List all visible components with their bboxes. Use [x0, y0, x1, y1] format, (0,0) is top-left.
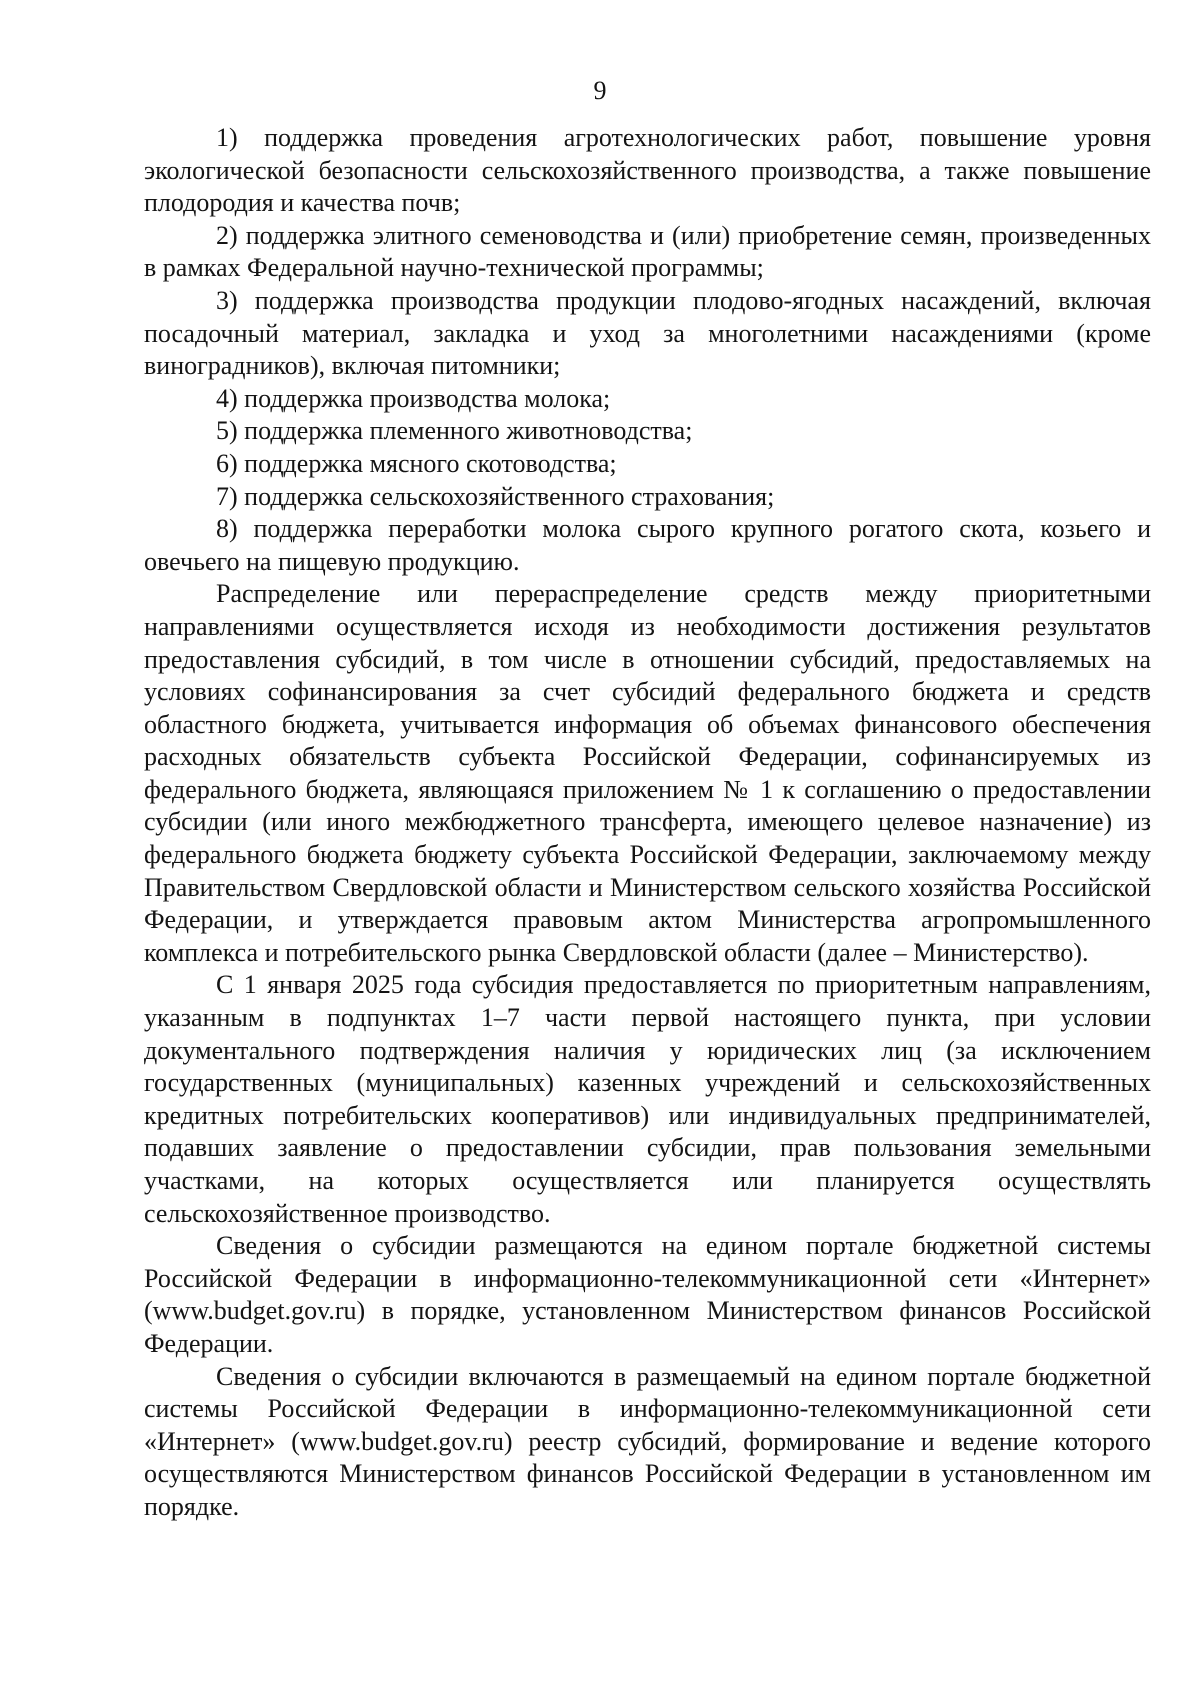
list-item-1: 1) поддержка проведения агротехнологических работ, повышение уровня экологической безопасности сельскохозяйственного производства, а также повышение плодородия и качества почв; [144, 123, 1151, 218]
list-item-6: 6) поддержка мясного скотоводства; [216, 448, 617, 478]
list-item-4: 4) поддержка производства молока; [216, 383, 611, 413]
paragraph-portal-publication: Сведения о субсидии размещаются на едином портале бюджетной системы Российской Федерации в информационно-телекоммуникационной сети «Интернет» (www.budget.gov.ru) в порядке, установленном Министерством финансов Российской Федерации. [144, 1231, 1151, 1358]
paragraph-distribution: Распределение или перераспределение средств между приоритетными направлениями осуществляется исходя из необходимости достижения результатов предоставления субсидий, в том числе в отношении субсидий, предоставляемых на условиях софинансирования за счет субсидий федерального бюджета и средств областного бюджета, учитывается информация об объемах финансового обеспечения расходных обязательств субъекта Российской Федерации, софинансируемых из федерального бюджета, являющаяся приложением № 1 к соглашению о предоставлении субсидии (или иного межбюджетного трансферта, имеющего целевое назначение) из федерального бюджета бюджету субъекта Российской Федерации, заключаемому между Правительством Свердловской области и Министерством сельского хозяйства Российской Федерации, и утверждается правовым актом Министерства агропромышленного комплекса и потребительского рынка Свердловской области (далее – Министерство). [144, 579, 1151, 967]
paragraph-subsidy-registry: Сведения о субсидии включаются в размещаемый на едином портале бюджетной системы Российской Федерации в информационно-телекоммуникационной сети «Интернет» (www.budget.gov.ru) реестр субсидий, формирование и ведение которого осуществляются Министерством финансов Российской Федерации в установленном им порядке. [144, 1361, 1151, 1521]
document-body [144, 122, 1151, 1524]
paragraph-from-2025: С 1 января 2025 года субсидия предоставляется по приоритетным направлениям, указанным в подпунктах 1–7 части первой настоящего пункта, при условии документального подтверждения наличия у юридических лиц (за исключением государственных (муниципальных) казенных учреждений и сельскохозяйственных кредитных потребительских кооперативов) или индивидуальных предпринимателей, подавших заявление о предоставлении субсидии, прав пользования земельными участками, на которых осуществляется или планируется осуществлять сельскохозяйственное производство. [144, 970, 1151, 1228]
list-item-7: 7) поддержка сельскохозяйственного страхования; [216, 481, 775, 511]
page-number: 9 [593, 76, 607, 105]
list-item-3: 3) поддержка производства продукции плодово-ягодных насаждений, включая посадочный материал, закладка и уход за многолетними насаждениями (кроме виноградников), включая питомники; [144, 285, 1151, 381]
list-item-5: 5) поддержка племенного животноводства; [216, 416, 693, 446]
list-item-8: 8) поддержка переработки молока сырого крупного рогатого скота, козьего и овечьего на пищевую продукцию. [144, 514, 1151, 576]
list-item-2: 2) поддержка элитного семеноводства и (или) приобретение семян, произведенных в рамках Федеральной научно-технической программы; [144, 220, 1151, 283]
